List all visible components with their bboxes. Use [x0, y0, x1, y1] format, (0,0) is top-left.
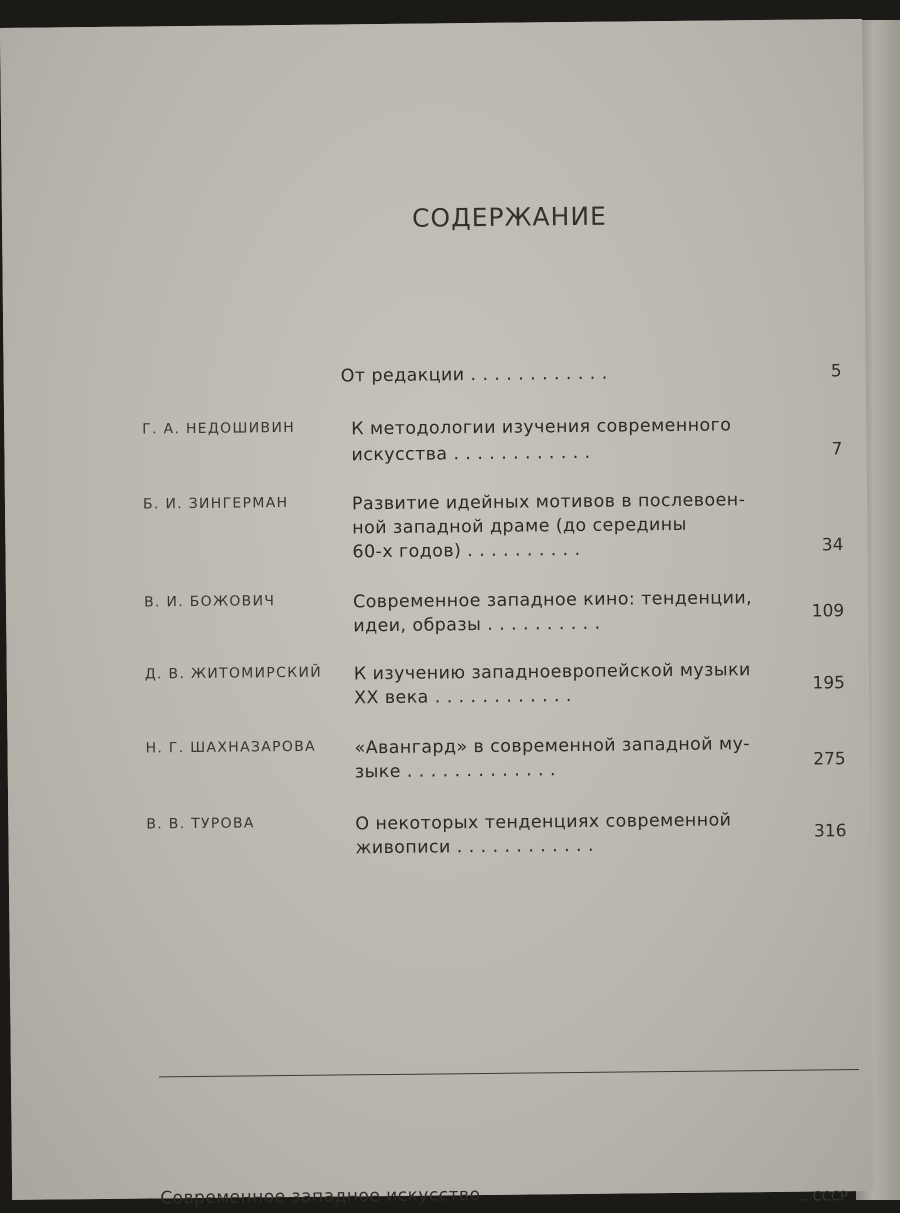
toc-author: Д. В. ЖИТОМИРСКИЙ	[144, 664, 323, 683]
toc-title-line: живописи . . . . . . . . . . . .	[355, 835, 594, 859]
footer-rule	[159, 1069, 859, 1077]
toc-title-line: ной западной драме (до середины	[352, 514, 687, 539]
toc-entry	[8, 807, 870, 859]
toc-author: Б. И. ЗИНГЕРМАН	[142, 495, 289, 513]
page-title: СОДЕРЖАНИЕ	[411, 201, 608, 233]
toc-author: В. В. ТУРОВА	[146, 815, 255, 833]
toc-page-number: 7	[831, 439, 843, 460]
toc-author: В. И. БОЖОВИЧ	[143, 593, 276, 611]
toc-title-line: Развитие идейных мотивов в послевоен-	[351, 490, 746, 515]
toc-author: Г. А. НЕДОШИВИН	[142, 419, 296, 438]
toc-title-line: К методологии изучения современного	[351, 415, 732, 440]
toc-author: Н. Г. ШАХНАЗАРОВА	[145, 738, 317, 757]
toc-title-line: 60-х годов) . . . . . . . . . .	[352, 539, 581, 563]
toc-entry	[4, 412, 866, 466]
toc-page-number: 34	[821, 535, 844, 556]
toc-title-line: От редакции . . . . . . . . . . . .	[340, 363, 608, 387]
toc-page-number: 195	[812, 673, 846, 694]
toc-page-number: 316	[813, 821, 847, 842]
toc-title-line: зыке . . . . . . . . . . . . .	[354, 760, 557, 783]
toc-title-line: искусства . . . . . . . . . . . .	[351, 442, 591, 466]
toc-title-line: К изучению западноевропейской музыки	[353, 660, 751, 685]
toc-title-line: XX века . . . . . . . . . . . .	[353, 686, 572, 709]
toc-entry	[7, 731, 869, 783]
footer-book-title: Современное западное искусство	[160, 1185, 481, 1209]
toc-page-number: 109	[811, 601, 845, 622]
toc-title-line: О некоторых тенденциях современной	[355, 810, 732, 835]
book-page	[0, 19, 874, 1209]
toc-entry	[7, 657, 869, 709]
toc-title-line: Современное западное кино: тенденции,	[352, 588, 753, 613]
toc-page-number: 5	[830, 361, 842, 382]
toc-entry	[4, 359, 866, 387]
toc-title-line: «Авангард» в современной западной му-	[354, 734, 751, 759]
toc-page-number: 275	[813, 749, 846, 770]
toc-entry	[6, 585, 868, 637]
toc-entry	[5, 487, 867, 563]
footer-imprint-fragment: ...СССР	[800, 1189, 848, 1205]
toc-title-line: идеи, образы . . . . . . . . . .	[353, 613, 601, 637]
